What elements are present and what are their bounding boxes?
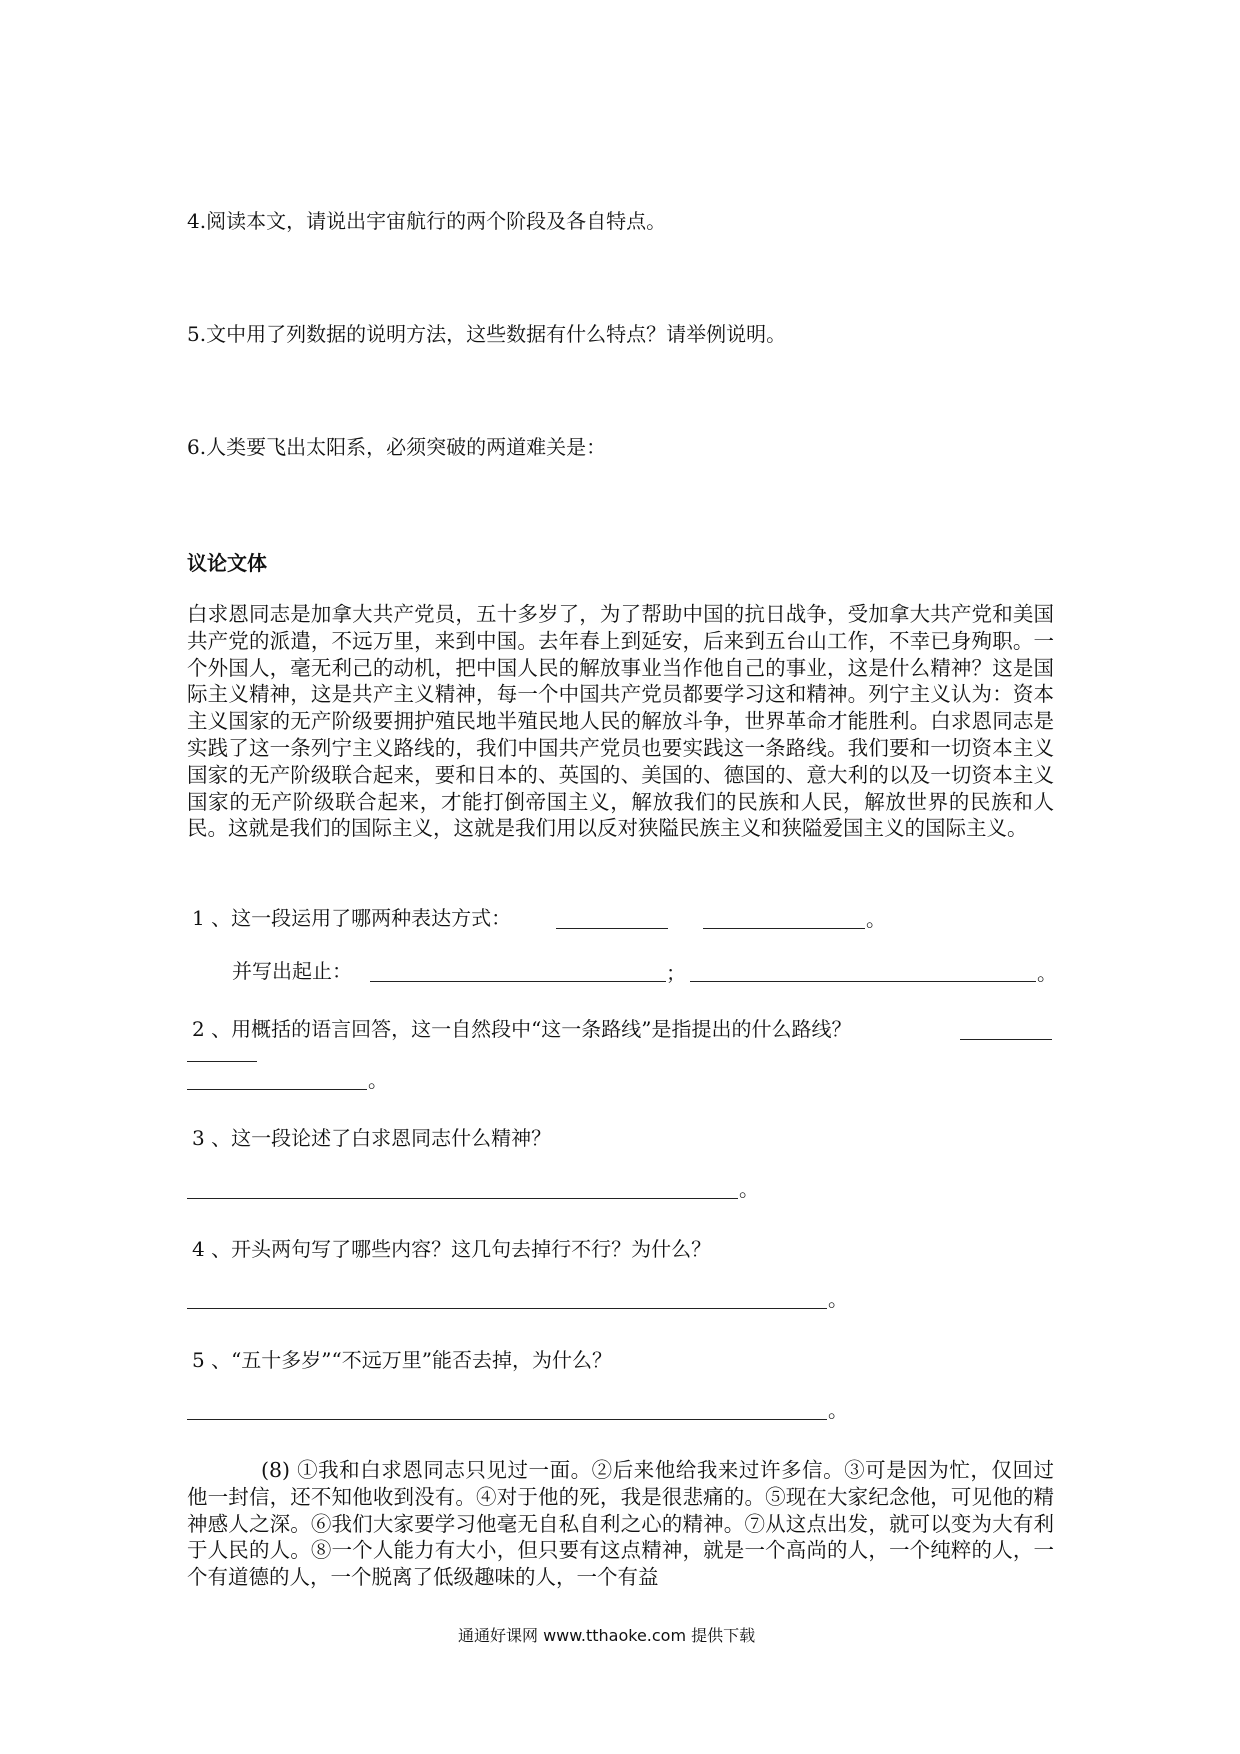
answer-line [187, 1308, 827, 1309]
answer-line [187, 1419, 827, 1420]
passage-paragraph-8: (8) ①我和白求恩同志只见过一面。②后来他给我来过许多信。③可是因为忙，仅回过他一封信，还不知他收到没有。④对于他的死，我是很悲痛的。⑤现在大家纪念他，可见他的精神感人之深。⑥我们大家要学习他毫无自私自利之心的精神。⑦从这点出发，就可以变为大有利于人民的人。⑧一个人能力有大小，但只要有这点精神，就是一个高尚的人，一个纯粹的人，一个有道德的人，一个脱离了低级趣味的人，一个有益 [187, 1458, 1054, 1590]
answer-line [187, 1061, 257, 1062]
section-heading: 议论文体 [187, 551, 267, 575]
answer-line [703, 928, 865, 929]
question-5: 5.文中用了列数据的说明方法，这些数据有什么特点？请举例说明。 [187, 322, 787, 346]
answer-line [370, 981, 666, 982]
exercise-3: 3 、这一段论述了白求恩同志什么精神？ [192, 1126, 552, 1150]
period-mark: 。 [828, 1287, 848, 1311]
exercise-1-sub: 并写出起止： [232, 959, 352, 983]
answer-line [187, 1198, 738, 1199]
exercise-1: 1 、这一段运用了哪两种表达方式： [192, 906, 512, 930]
question-4: 4.阅读本文，请说出宇宙航行的两个阶段及各自特点。 [187, 209, 667, 233]
exercise-5: 5 、“五十多岁”“不远万里”能否去掉，为什么？ [192, 1348, 612, 1372]
exercise-4: 4 、开头两句写了哪些内容？这几句去掉行不行？为什么？ [192, 1237, 712, 1261]
passage-paragraph: 白求恩同志是加拿大共产党员，五十多岁了，为了帮助中国的抗日战争，受加拿大共产党和美国共产党的派遣，不远万里，来到中国。去年春上到延安，后来到五台山工作，不幸已身殉职。一个外国人，毫无利己的动机，把中国人民的解放事业当作他自己的事业，这是什么精神？这是国际主义精神，这是共产主义精神，每一个中国共产党员都要学习这和精神。列宁主义认为：资本主义国家的无产阶级要拥护殖民地半殖民地人民的解放斗争，世界革命才能胜利。白求恩同志是实践了这一条列宁主义路线的，我们中国共产党员也要实践这一条路线。我们要和一切资本主义国家的无产阶级联合起来，要和日本的、英国的、美国的、德国的、意大利的以及一切资本主义国家的无产阶级联合起来，才能打倒帝国主义，解放我们的民族和人民，解放世界的民族和人民。这就是我们的国际主义，这就是我们用以反对狭隘民族主义和狭隘爱国主义的国际主义。 [187, 602, 1054, 841]
semicolon-mark: ； [666, 961, 686, 985]
answer-line [690, 981, 1036, 982]
answer-line [960, 1039, 1052, 1040]
footer-text: 通通好课网 www.tthaoke.com 提供下载 [458, 1626, 756, 1645]
period-mark: 。 [368, 1068, 388, 1092]
question-6: 6.人类要飞出太阳系，必须突破的两道难关是： [187, 435, 607, 459]
period-mark: 。 [866, 907, 886, 931]
exercise-2: 2 、用概括的语言回答，这一自然段中“这一条路线”是指提出的什么路线？ [192, 1017, 852, 1041]
answer-line [187, 1089, 367, 1090]
period-mark: 。 [828, 1398, 848, 1422]
period-mark: 。 [1037, 961, 1057, 985]
period-mark: 。 [739, 1177, 759, 1201]
answer-line [556, 928, 668, 929]
